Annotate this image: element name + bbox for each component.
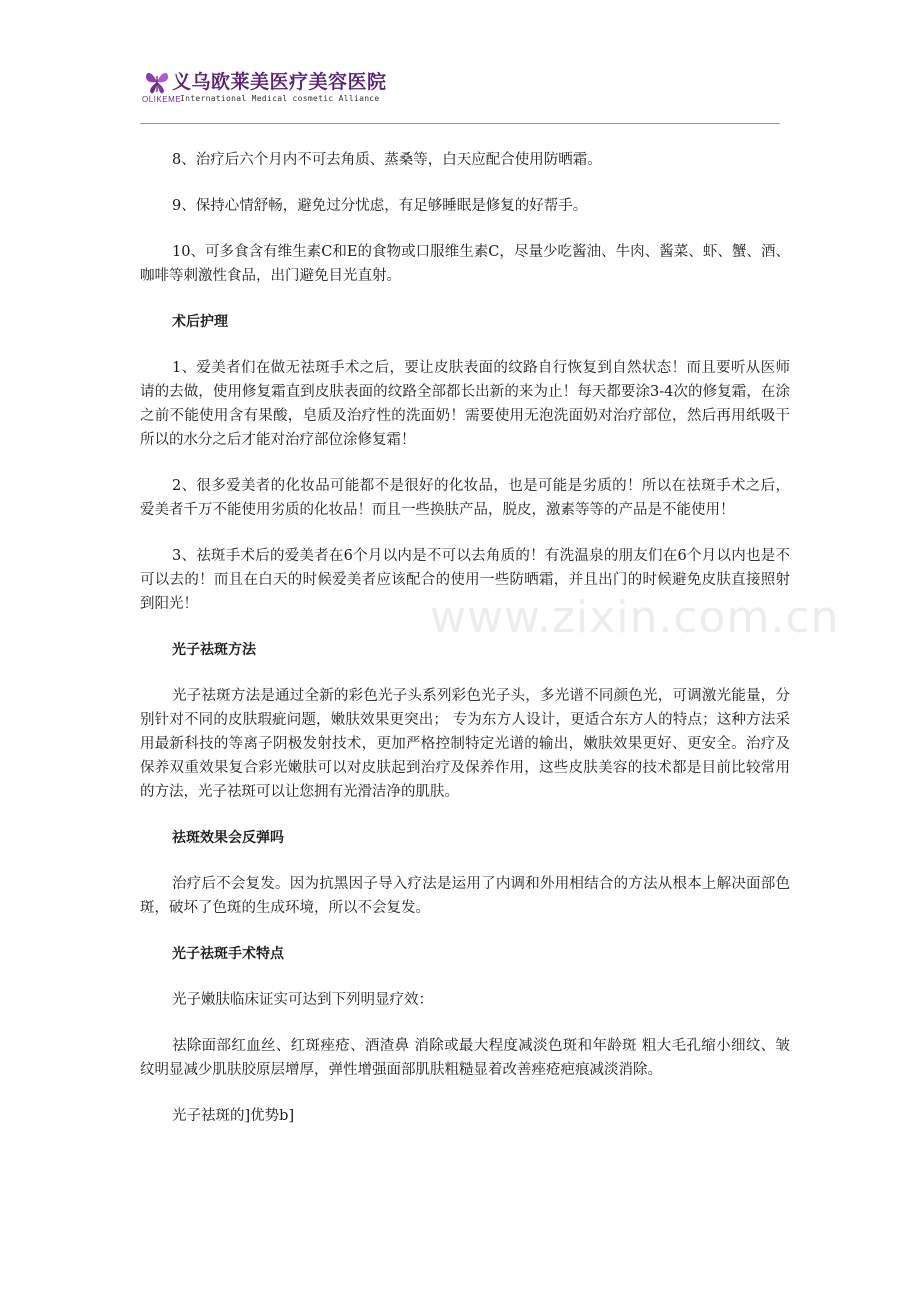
section-heading: 术后护理 [172, 314, 228, 330]
paragraph: 9、保持心情舒畅，避免过分忧虑，有足够睡眠是修复的好帮手。 [172, 198, 588, 214]
brand-mark: OLIKEME [142, 95, 182, 104]
paragraph: 光子祛斑的]优势b] [172, 1108, 295, 1124]
section-heading: 光子祛斑方法 [172, 642, 256, 658]
paragraph: 10、可多食含有维生素C和E的食物或口服维生素C，尽量少吃酱油、牛肉、酱菜、虾、蟹、酒、咖啡等刺激性食品，出门避免目光直射。 [140, 244, 790, 284]
paragraph: 光子嫩肤临床证实可达到下列明显疗效： [172, 992, 433, 1008]
paragraph: 2、很多爱美者的化妆品可能都不是很好的化妆品，也是可能是劣质的！所以在祛斑手术之后，爱美者千万不能使用劣质的化妆品！而且一些换肤产品，脱皮，激素等等的产品是不能使用！ [140, 478, 790, 518]
paragraph: 1、爱美者们在做无祛斑手术之后，要让皮肤表面的纹路自行恢复到自然状态！而且要听从医师请的去做，使用修复霜直到皮肤表面的纹路全部都长出新的来为止！每天都要涂3-4次的修复霜，在涂之前不能使用含有果酸，皂质及治疗性的洗面奶！需要使用无泡洗面奶对治疗部位，然后再用纸吸干所以的水分之后才能对治疗部位涂修复霜！ [140, 360, 790, 448]
watermark: www.zixin.com.cn [430, 592, 840, 643]
brand-name: 义乌欧莱美医疗美容医院 [172, 71, 387, 93]
paragraph: 光子祛斑方法是通过全新的彩色光子头系列彩色光子头，多光谱不同颜色光，可调激光能量，分别针对不同的皮肤瑕疵问题，嫩肤效果更突出； 专为东方人设计，更适合东方人的特点；这种方法采用最新科技的等离子阴极发射技术，更加严格控制特定光谱的输出，嫩肤效果更好、更安全。治疗及保养双重效果复合彩光嫩肤可以对皮肤起到治疗及保养作用，这些皮肤美容的技术都是目前比较常用的方法，光子祛斑可以让您拥有光滑洁净的肌肤。 [140, 688, 790, 800]
paragraph: 祛除面部红血丝、红斑痤疮、酒渣鼻 消除或最大程度减淡色斑和年龄斑 粗大毛孔缩小细纹、皱纹明显减少肌肤胶原层增厚，弹性增强面部肌肤粗糙显着改善痤疮疤痕减淡消除。 [140, 1038, 790, 1078]
section-heading: 光子祛斑手术特点 [172, 946, 284, 962]
paragraph: 3、祛斑手术后的爱美者在6个月以内是不可以去角质的！有洗温泉的朋友们在6个月以内也是不可以去的！而且在白天的时候爱美者应该配合的使用一些防晒霜，并且出门的时候避免皮肤直接照射到阳光！ [140, 548, 790, 612]
paragraph: 8、治疗后六个月内不可去角质、蒸桑等，白天应配合使用防晒霜。 [172, 152, 602, 168]
brand-tagline: International Medical cosmetic Alliance [180, 94, 380, 103]
document-body [140, 148, 790, 1128]
butterfly-logo-icon [144, 68, 170, 98]
header-divider [140, 123, 780, 124]
paragraph: 治疗后不会复发。因为抗黑因子导入疗法是运用了内调和外用相结合的方法从根本上解决面部色斑，破坏了色斑的生成环境，所以不会复发。 [140, 876, 790, 916]
section-heading: 祛斑效果会反弹吗 [172, 830, 284, 846]
page-header [140, 64, 780, 124]
